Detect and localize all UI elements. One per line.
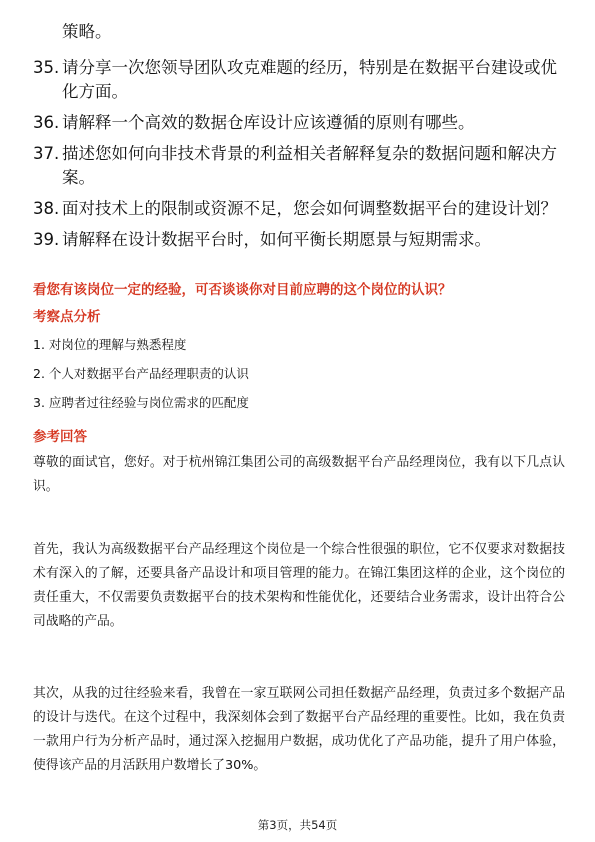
question-item <box>33 228 573 252</box>
highlight-question: 看您有该岗位一定的经验，可否谈谈你对目前应聘的这个岗位的认识？ <box>33 282 452 298</box>
question-number: 36. <box>33 113 60 132</box>
analysis-points <box>33 335 249 422</box>
answer-paragraph: 首先，我认为高级数据平台产品经理这个岗位是一个综合性很强的职位，它不仅要求对数据技术有深入的了解，还要具备产品设计和项目管理的能力。在锦江集团这样的企业，这个岗位的责任重大，不仅需要负责数据平台的技术架构和性能优化，还要结合业务需求，设计出符合公司战略的产品。 <box>33 542 565 629</box>
question-number: 38. <box>33 199 60 218</box>
answer-paragraph: 其次，从我的过往经验来看，我曾在一家互联网公司担任数据产品经理，负责过多个数据产品的设计与迭代。在这个过程中，我深刻体会到了数据平台产品经理的重要性。比如，我在负责一款用户行为分析产品时，通过深入挖掘用户数据，成功优化了产品功能，提升了用户体验，使得该产品的月活跃用户数增长了30%。 <box>33 686 565 773</box>
question-text: 面对技术上的限制或资源不足，您会如何调整数据平台的建设计划？ <box>62 199 557 218</box>
question-number: 35. <box>33 58 60 77</box>
answer-paragraph: 尊敬的面试官，您好。对于杭州锦江集团公司的高级数据平台产品经理岗位，我有以下几点认识。 <box>33 455 565 494</box>
answer-title: 参考回答 <box>33 429 87 445</box>
question-number: 37. <box>33 144 60 163</box>
question-number: 39. <box>33 230 60 249</box>
question-item <box>33 142 573 190</box>
question-item <box>33 56 573 104</box>
page-footer: 第3页，共54页 <box>257 818 338 832</box>
analysis-point: 1. 对岗位的理解与熟悉程度 <box>33 337 187 352</box>
question-text: 请解释一个高效的数据仓库设计应该遵循的原则有哪些。 <box>62 113 475 132</box>
analysis-point: 2. 个人对数据平台产品经理职责的认识 <box>33 366 249 381</box>
question-list <box>33 56 573 259</box>
continuation-text: 策略。 <box>62 22 112 41</box>
analysis-title: 考察点分析 <box>33 309 101 325</box>
question-text: 描述您如何向非技术背景的利益相关者解释复杂的数据问题和解决方案。 <box>62 144 557 187</box>
question-text: 请解释在设计数据平台时，如何平衡长期愿景与短期需求。 <box>62 230 491 249</box>
question-item <box>33 197 573 221</box>
question-text: 请分享一次您领导团队攻克难题的经历，特别是在数据平台建设或优化方面。 <box>62 58 557 101</box>
question-item <box>33 111 573 135</box>
analysis-point: 3. 应聘者过往经验与岗位需求的匹配度 <box>33 395 249 410</box>
